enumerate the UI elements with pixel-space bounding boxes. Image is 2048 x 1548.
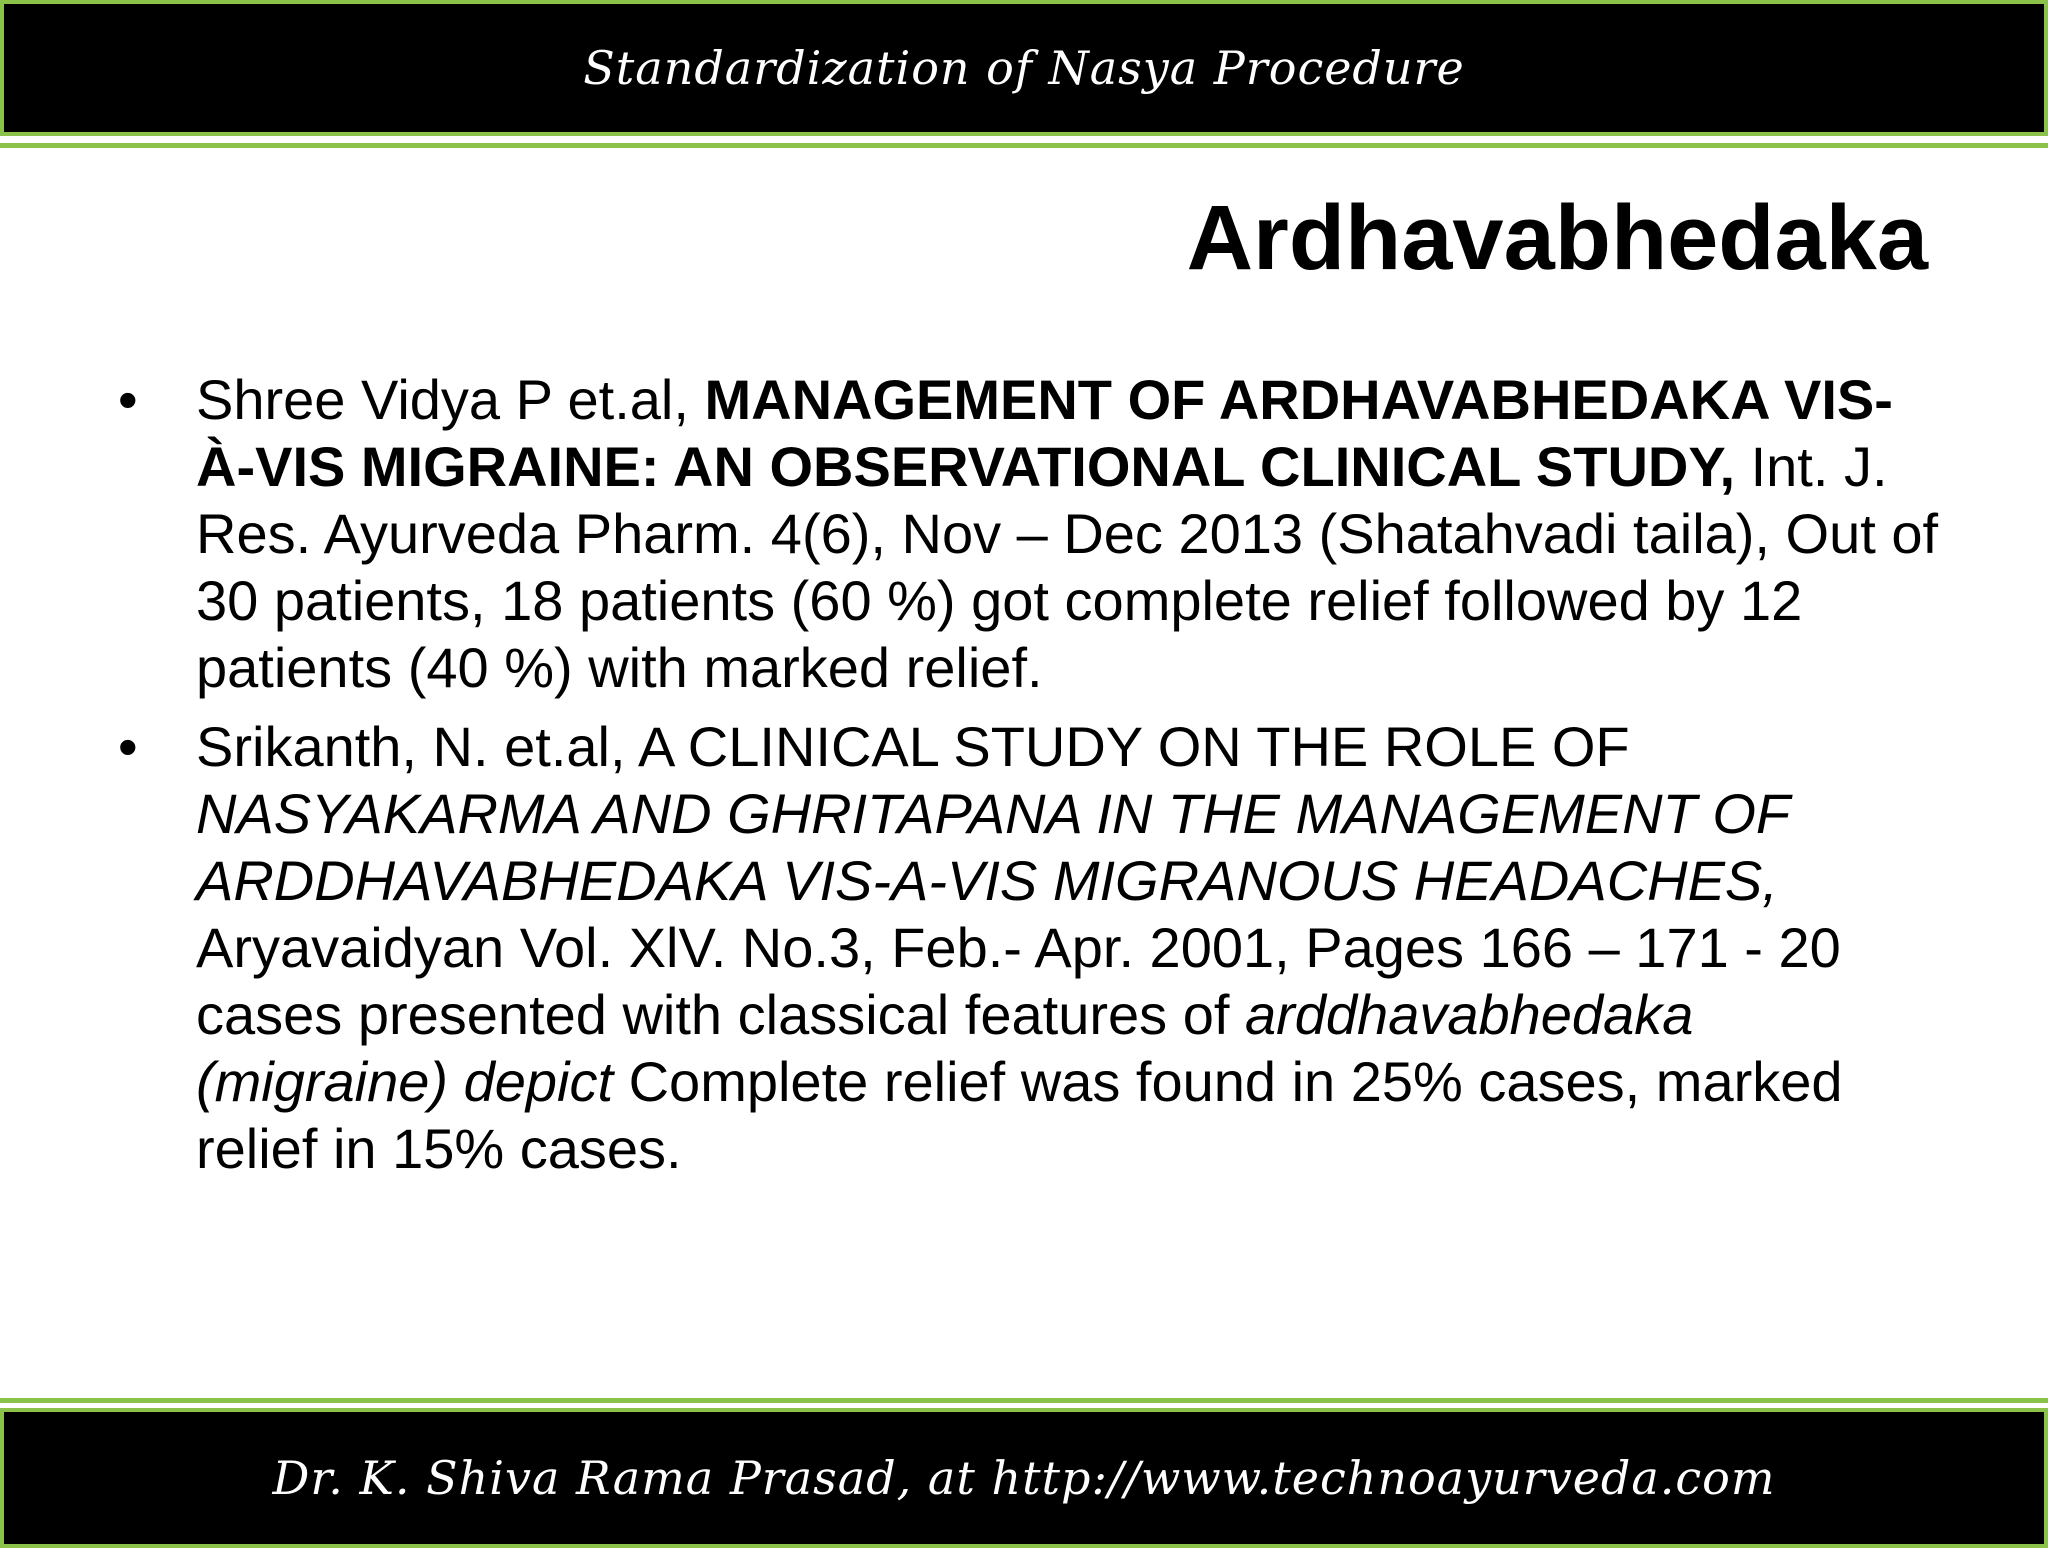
header-rule [0,143,2048,148]
bullet-2-title: NASYAKARMA AND GHRITAPANA IN THE MANAGEMENT OF ARDDHAVABHEDAKA VIS-A-VIS MIGRANOUS HEADACHES, [196,782,1790,912]
footer-text: Dr. K. Shiva Rama Prasad, at http://www.technoayurveda.com [272,1451,1776,1505]
header-band [0,0,2048,136]
bullet-1-author: Shree Vidya P et.al, [196,368,705,431]
bullet-2-conclusion: Complete relief was found in 25% cases, marked relief in 15% cases. [196,1050,1843,1180]
bullet-item-2 [110,713,1940,1182]
footer-rule [0,1398,2048,1403]
bullet-2-rest: Aryavaidyan Vol. XlV. No.3, Feb.- Apr. 2001, Pages 166 – 171 - 20 cases presented with classical features of [196,916,1841,1046]
bullet-item-1 [110,366,1940,701]
bullet-1-title: MANAGEMENT OF ARDHAVABHEDAKA VIS-À-VIS MIGRAINE: AN OBSERVATIONAL CLINICAL STUDY, [196,368,1893,498]
bullet-2-italic-tail: arddhavabhedaka (migraine) depict [196,983,1694,1113]
footer-band [0,1408,2048,1548]
header-title: Standardization of Nasya Procedure [583,41,1465,95]
bullet-2-author: Srikanth, N. et.al, A CLINICAL STUDY ON THE ROLE OF [196,715,1630,778]
bullet-marker: • [118,715,138,778]
bullet-list [110,366,1940,1194]
bullet-marker: • [118,368,138,431]
bullet-1-rest: Int. J. Res. Ayurveda Pharm. 4(6), Nov – Dec 2013 (Shatahvadi taila), Out of 30 patients, 18 patients (60 %) got complete relief followed by 12 patients (40 %) with marked relief. [196,435,1939,699]
slide-title: Ardhavabhedaka [1186,187,1928,289]
